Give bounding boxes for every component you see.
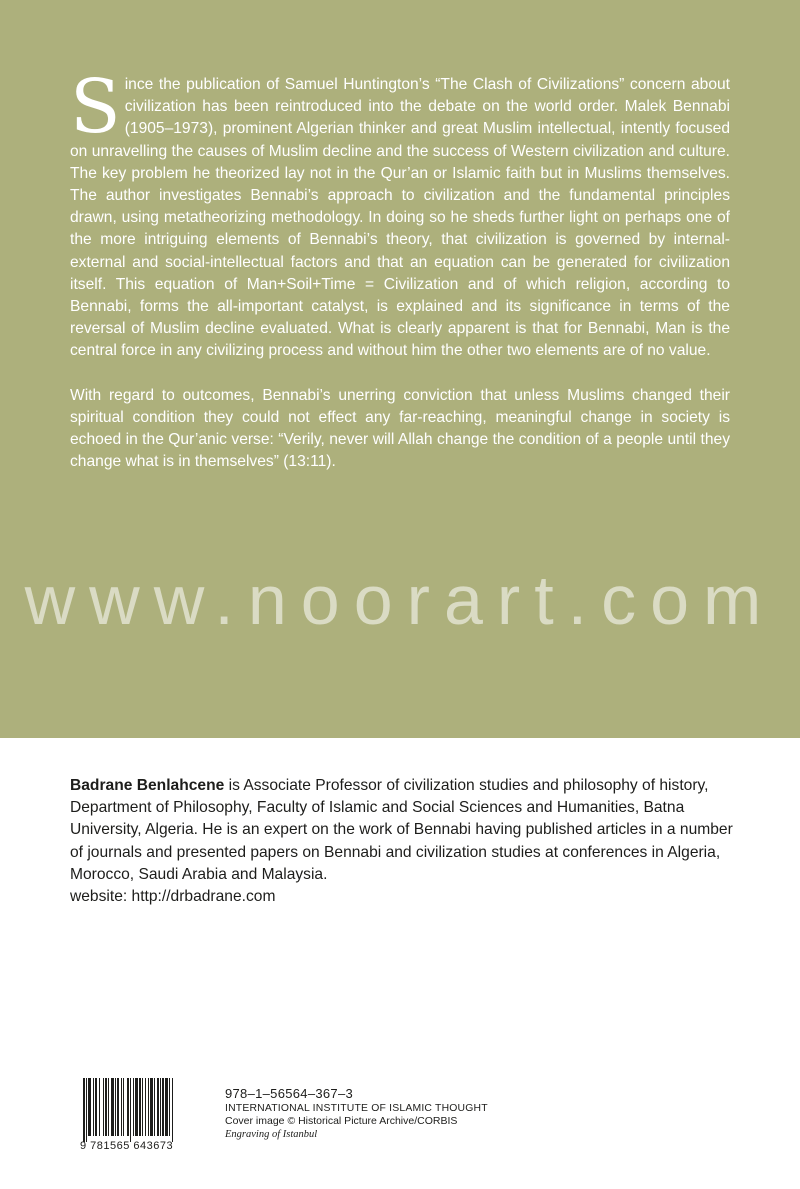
author-bio-block [70,775,735,908]
barcode-bar [115,1078,116,1136]
barcode-bar [157,1078,159,1136]
barcode-bar [95,1078,97,1136]
barcode-bar [172,1078,173,1142]
barcode-bar [86,1078,87,1142]
barcode-bar [99,1078,100,1136]
barcode-bar [111,1078,114,1136]
barcode-bar [121,1078,122,1136]
author-bio-paragraph [70,775,735,886]
barcode-bar [160,1078,161,1136]
publication-info [225,1086,488,1141]
author-name: Badrane Benlahcene [70,777,225,794]
barcode-bar [133,1078,134,1136]
barcode-bar [105,1078,107,1136]
synopsis-paragraph-1-text: ince the publication of Samuel Huntington’s “The Clash of Civilizations” concern about civilization has been reintroduced into the debate on the world order. Malek Bennabi (1905–1973), prominent Algerian thinker and great Muslim intellectual, intently focused on unravelling the causes of Muslim decline and the success of Western civilization and culture. The key problem he theorized lay not in the Qur’an or Islamic faith but in Muslims themselves. The author investigates Bennabi’s approach to civilization and the fundamental principles drawn, using metatheorizing methodology. In doing so he sheds further light on perhaps one of the more intriguing elements of Bennabi’s theory, that civilization is governed by internal-external and social-intellectual factors and that an equation can be generated for civilization itself. This equation of Man+Soil+Time = Civilization and of which religion, according to Bennabi, forms the all-important catalyst, is explained and its significance in terms of the reversal of Muslim decline evaluated. What is clearly apparent is that for Bennabi, Man is the central force in any civilizing process and without him the other two elements are of no value. [70,76,730,360]
barcode-bar [150,1078,153,1136]
author-website: website: http://drbadrane.com [70,888,276,906]
synopsis-text-block [70,64,730,473]
barcode-digits: 9 781565 643673 [80,1140,174,1152]
synopsis-paragraph-1 [70,64,730,363]
barcode-bar [154,1078,155,1136]
author-bio-text: is Associate Professor of civilization studies and philosophy of history, Department of Philosophy, Faculty of Islamic and Social Sciences and Humanities, Batna University, Algeria. He is an expert on the work of Bennabi having published articles in a number of journals and presented papers on Bennabi and civilization studies at conferences in Algeria, Morocco, Saudi Arabia and Malaysia. [70,777,733,883]
barcode-bar [93,1078,94,1136]
barcode-bar [169,1078,170,1136]
isbn-number: 978–1–56564–367–3 [225,1086,354,1101]
watermark-text: www.noorart.com [24,561,776,639]
barcode-bar [130,1078,131,1142]
barcode-bar [103,1078,104,1136]
barcode-bar [148,1078,149,1136]
barcode-bar [162,1078,164,1136]
barcode-bar [127,1078,129,1136]
engraving-caption: Engraving of Istanbul [225,1129,318,1140]
barcode-bar [88,1078,91,1136]
barcode-bar [83,1078,85,1142]
isbn-barcode [80,1078,212,1156]
barcode-bar [165,1078,168,1136]
barcode-bar [145,1078,146,1136]
drop-cap-letter: S [70,64,121,150]
barcode-bar [108,1078,109,1136]
cover-image-credit: Cover image © Historical Picture Archive/CORBIS [225,1115,458,1127]
barcode-bar [123,1078,124,1136]
barcode-bar [139,1078,141,1136]
barcode-bar [117,1078,119,1136]
barcode-bars [80,1078,212,1142]
synopsis-paragraph-2: With regard to outcomes, Bennabi’s unerring conviction that unless Muslims changed their spiritual condition they could not effect any far-reaching, meaningful change in society is echoed in the Qur’anic verse: “Verily, never will Allah change the condition of a people until they change what is in themselves” (13:11). [70,386,730,471]
barcode-bar [135,1078,138,1136]
barcode-bar [142,1078,143,1136]
publisher-name: INTERNATIONAL INSTITUTE OF ISLAMIC THOUGHT [225,1103,488,1114]
